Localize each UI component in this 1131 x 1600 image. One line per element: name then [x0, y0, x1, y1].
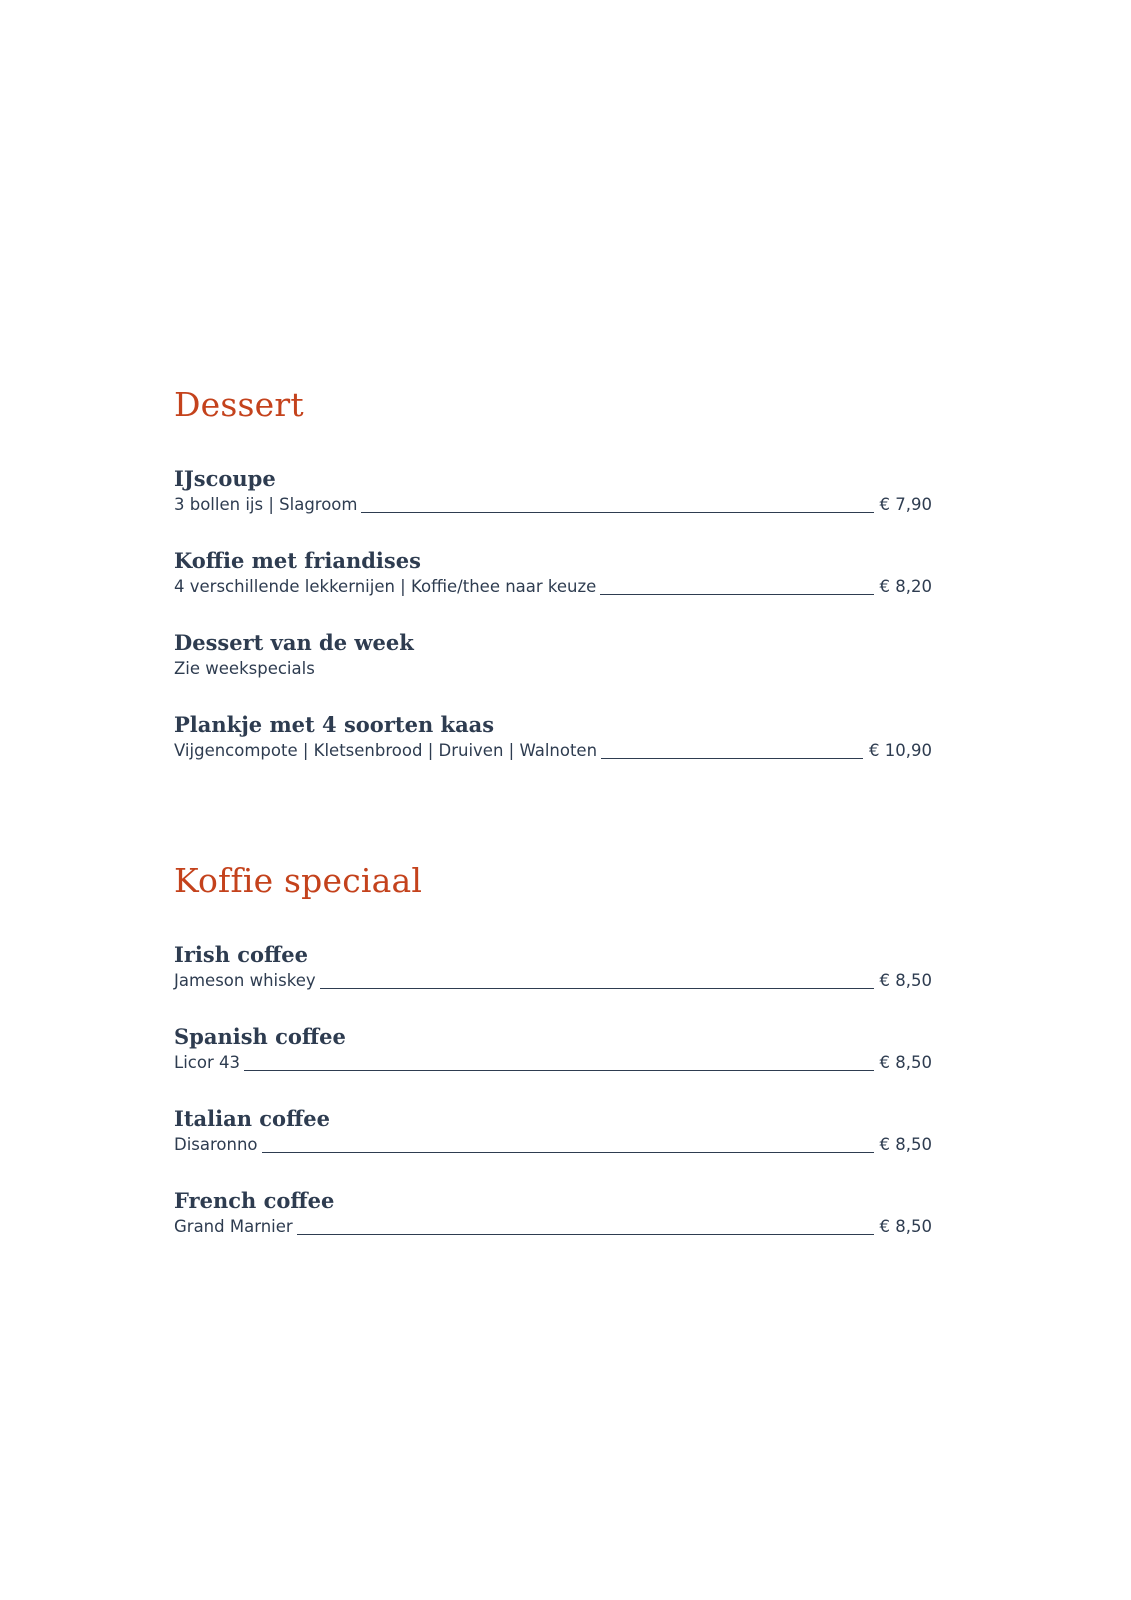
section-koffie-speciaal [174, 859, 932, 1269]
item-name: IJscoupe [174, 466, 276, 491]
item-name: Koffie met friandises [174, 548, 421, 573]
item-name: Plankje met 4 soorten kaas [174, 712, 495, 737]
item-description: Disaronno [174, 1135, 258, 1154]
item-description: Grand Marnier [174, 1217, 293, 1236]
menu-item [174, 1023, 932, 1105]
menu-item [174, 941, 932, 1023]
item-line [174, 1215, 932, 1239]
menu-item [174, 1187, 932, 1269]
item-price: € 8,50 [879, 1135, 932, 1154]
menu-items [174, 465, 932, 793]
item-description: Vijgencompote | Kletsenbrood | Druiven | Walnoten [174, 741, 598, 760]
menu-item [174, 1105, 932, 1187]
item-description: Jameson whiskey [174, 971, 316, 990]
item-name: Spanish coffee [174, 1024, 346, 1049]
item-name: Italian coffee [174, 1106, 331, 1131]
item-line [174, 493, 932, 517]
item-name: French coffee [174, 1188, 335, 1213]
leader-line [361, 511, 873, 513]
item-line [174, 739, 932, 763]
item-price: € 8,50 [879, 1217, 932, 1236]
leader-line [297, 1233, 874, 1235]
item-price: € 10,90 [869, 741, 932, 760]
menu-content [174, 383, 932, 1269]
menu-item [174, 465, 932, 547]
item-price: € 8,50 [879, 1053, 932, 1072]
leader-line [262, 1151, 874, 1153]
item-description: Zie weekspecials [174, 659, 315, 678]
leader-line [244, 1069, 874, 1071]
item-line [174, 1133, 932, 1157]
item-name: Dessert van de week [174, 630, 414, 655]
item-price: € 8,50 [879, 971, 932, 990]
section-dessert [174, 383, 932, 793]
leader-line [600, 593, 873, 595]
item-line [174, 657, 932, 681]
item-description: 3 bollen ijs | Slagroom [174, 495, 358, 514]
section-title: Dessert [174, 385, 304, 424]
menu-item [174, 629, 932, 711]
menu-item [174, 547, 932, 629]
menu-items [174, 941, 932, 1269]
item-name: Irish coffee [174, 942, 309, 967]
item-line [174, 1051, 932, 1075]
item-description: 4 verschillende lekkernijen | Koffie/thee naar keuze [174, 577, 597, 596]
leader-line [320, 987, 874, 989]
item-line [174, 969, 932, 993]
section-title: Koffie speciaal [174, 861, 423, 900]
item-price: € 7,90 [879, 495, 932, 514]
item-description: Licor 43 [174, 1053, 240, 1072]
menu-item [174, 711, 932, 793]
item-line [174, 575, 932, 599]
item-price: € 8,20 [879, 577, 932, 596]
leader-line [601, 757, 863, 759]
section-spacer [174, 793, 932, 859]
